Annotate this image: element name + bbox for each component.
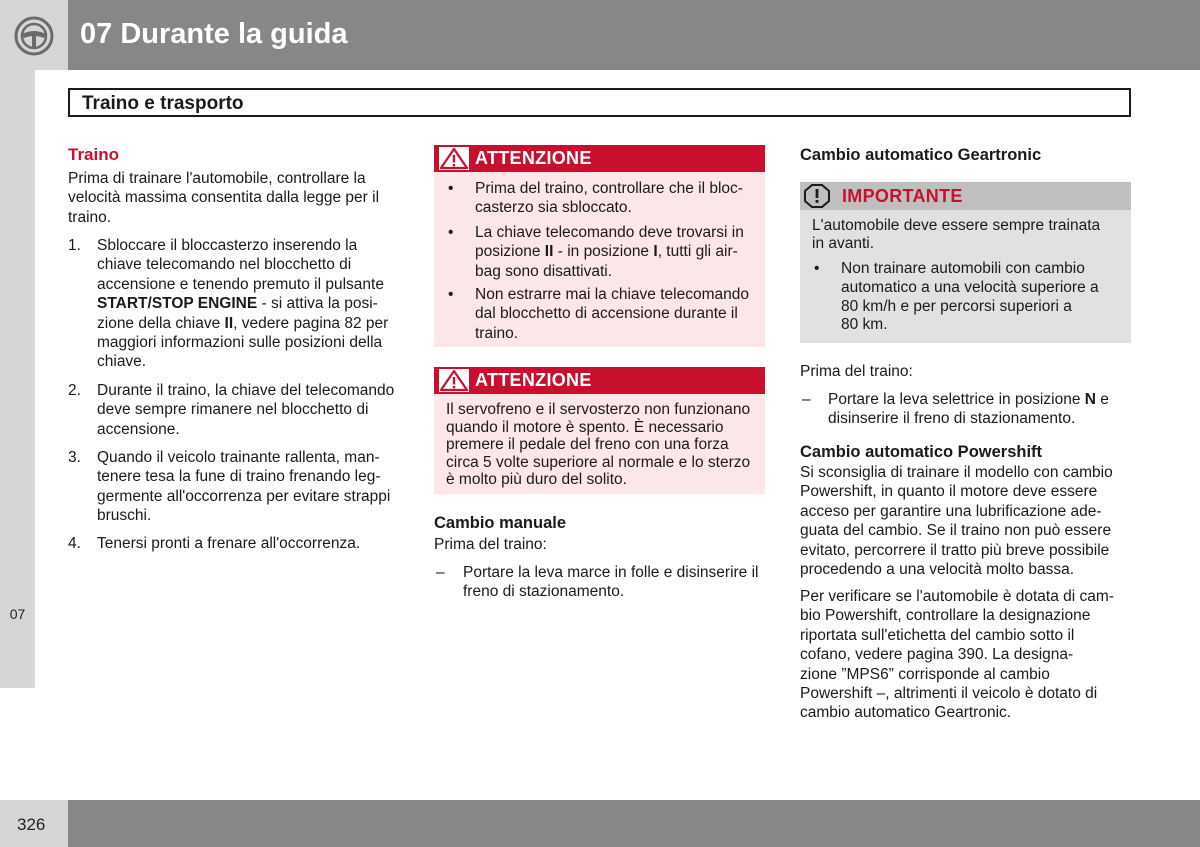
geartronic-line-formatted: Portare la leva selettrice in posizione N e (828, 391, 1109, 408)
important-line: 80 km. (841, 316, 888, 334)
important-line: in avanti. (812, 234, 875, 252)
important-box (800, 182, 1131, 343)
powershift-line: Powershift –, altrimenti il veicolo è dotato di (800, 685, 1098, 703)
step-number: 4. (68, 535, 81, 552)
warning-line-formatted: posizione II - in posizione I, tutti gli air- (475, 243, 738, 261)
section-title-box (68, 88, 1131, 117)
powershift-line: acceso per garantire una lubrificazione ade- (800, 502, 1102, 520)
warning-title: ATTENZIONE (475, 370, 592, 390)
step-line: Sbloccare il bloccasterzo inserendo la (97, 237, 358, 254)
steering-wheel-icon (14, 16, 54, 56)
powershift-line: cofano, vedere pagina 390. La designa- (800, 646, 1074, 664)
powershift-line: guata del cambio. Se il traino non può essere (800, 522, 1112, 540)
exclamation-octagon-icon (804, 184, 830, 208)
warning-line: Prima del traino, controllare che il bloc- (475, 180, 743, 197)
warning-line: Non estrarre mai la chiave telecomando (475, 286, 749, 303)
important-line: 80 km/h e per percorsi superiori a (841, 297, 1072, 315)
warning-header (434, 367, 765, 394)
warning-line: dal blocchetto di accensione durante il (475, 305, 738, 323)
important-line: automatico a una velocità superiore a (841, 278, 1099, 296)
warning-box-1 (434, 145, 765, 347)
step-number: 1. (68, 237, 81, 254)
traino-heading: Traino (68, 145, 120, 164)
important-text (812, 217, 1128, 252)
step-line: accensione. (97, 420, 180, 438)
warning-title: ATTENZIONE (475, 148, 592, 168)
manual-line: Portare la leva marce in folle e disinserire il (463, 564, 759, 581)
section-title: Traino e trasporto (82, 93, 244, 114)
warning-line: circa 5 volte superiore al normale e lo sterzo (446, 453, 751, 471)
dash: – (436, 564, 445, 581)
step-number: 2. (68, 382, 81, 399)
warning-header (434, 145, 765, 172)
important-line: Non trainare automobili con cambio (841, 260, 1085, 277)
warning-triangle-icon (439, 369, 469, 392)
chapter-side-tab (0, 70, 35, 688)
warning-box-2 (434, 367, 765, 494)
step-line: deve sempre rimanere nel blocchetto di (97, 401, 369, 419)
step-line: tenere tesa la fune di traino frenando leg- (97, 468, 381, 486)
step-line-formatted: START/STOP ENGINE - si attiva la posi- (97, 295, 378, 313)
manual-line: freno di stazionamento. (463, 583, 625, 601)
powershift-line: riportata sull'etichetta del cambio sotto il (800, 626, 1075, 644)
important-line: L'automobile deve essere sempre trainata (812, 217, 1101, 234)
step-line: Durante il traino, la chiave del telecomando (97, 382, 395, 399)
warning-line: casterzo sia sbloccato. (475, 199, 632, 217)
step-line: Quando il veicolo trainante rallenta, man- (97, 449, 380, 466)
warning-line: Il servofreno e il servosterzo non funzionano (446, 401, 751, 418)
bullet: • (448, 286, 454, 303)
step-line: bruschi. (97, 507, 152, 525)
dash: – (802, 391, 811, 408)
step-line: accensione e tenendo premuto il pulsante (97, 275, 384, 293)
powershift-line: Per verificare se l'automobile è dotata di cam- (800, 588, 1114, 605)
powershift-paragraph-2 (800, 587, 1140, 723)
warning-triangle-icon (439, 147, 469, 170)
powershift-line: Powershift, in quanto il motore deve essere (800, 483, 1098, 501)
before-towing-text: Prima del traino: (800, 363, 913, 380)
warning-line: traino. (475, 324, 519, 342)
page-number: 326 (17, 815, 46, 834)
warning-text (446, 401, 762, 489)
powershift-line: evitato, percorrere il tratto più breve possibile (800, 541, 1110, 559)
geartronic-heading: Cambio automatico Geartronic (800, 146, 1042, 164)
step-number: 3. (68, 449, 81, 466)
traino-intro: Prima di trainare l'automobile, controllare la velocità massima consentita dalla legge per il traino. (68, 170, 380, 226)
step-line: Tenersi pronti a frenare all'occorrenza. (97, 535, 361, 552)
footer-bar (68, 800, 1200, 847)
step-line: maggiori informazioni sulle posizioni della (97, 334, 383, 352)
important-title: IMPORTANTE (842, 186, 963, 206)
step-line-formatted: zione della chiave II, vedere pagina 82 per (97, 314, 389, 332)
warning-line: bag sono disattivati. (475, 262, 613, 280)
powershift-line: bio Powershift, controllare la designazione (800, 607, 1091, 625)
chapter-title: 07 Durante la guida (80, 18, 348, 50)
step-line: chiave. (97, 353, 147, 371)
geartronic-line: disinserire il freno di stazionamento. (828, 410, 1076, 428)
powershift-line: cambio automatico Geartronic. (800, 704, 1012, 722)
powershift-line: procedendo a una velocità molto bassa. (800, 561, 1075, 579)
important-header (800, 182, 1131, 210)
bullet: • (448, 180, 454, 197)
powershift-heading: Cambio automatico Powershift (800, 443, 1043, 461)
powershift-paragraph-1 (800, 463, 1140, 579)
step-line: chiave telecomando nel blocchetto di (97, 256, 352, 274)
manual-intro: Prima del traino: (434, 536, 547, 553)
chapter-side-tab-number: 07 (9, 606, 26, 622)
warning-line: La chiave telecomando deve trovarsi in (475, 224, 744, 241)
warning-line: premere il pedale del freno con una forza (446, 436, 729, 453)
bullet: • (448, 224, 454, 241)
manual-heading: Cambio manuale (434, 514, 567, 532)
warning-line: è molto più duro del solito. (446, 471, 627, 488)
powershift-line: Si sconsiglia di trainare il modello con cambio (800, 464, 1113, 481)
bullet: • (814, 260, 820, 277)
warning-line: quando il motore è spento. È necessario (446, 418, 724, 436)
powershift-line: zione ”MPS6” corrisponde al cambio (800, 665, 1050, 683)
step-line: germente all'occorrenza per evitare strappi (97, 487, 391, 505)
